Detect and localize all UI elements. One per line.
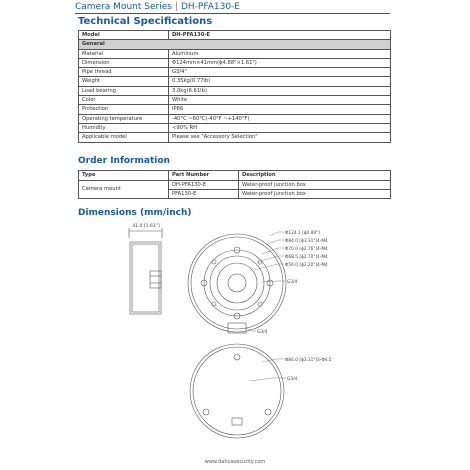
footer-url: www.dahuasecurity.com: [204, 459, 266, 465]
outer-ring-inner: [191, 237, 283, 329]
order-part: DH-PFA130-E: [169, 180, 239, 189]
bottom-screw-hole: [234, 354, 240, 360]
bottom-view-drawing: [190, 344, 284, 438]
spec-value: Φ124mm×41mm(ϕ4.88"×1.61"): [169, 58, 391, 67]
spec-value: Aluminum: [169, 49, 391, 58]
spec-value: <90% RH: [169, 123, 391, 132]
spec-model-value: DH-PFA130-E: [169, 31, 391, 40]
spec-value: -40°C ~60°C(-40°F ~+140°F): [169, 114, 391, 123]
leader-line: [270, 232, 284, 236]
order-type: Camera mount: [79, 180, 169, 199]
side-thread-port: [150, 271, 161, 288]
order-part: PFA130-E: [169, 189, 239, 198]
outer-ring: [188, 234, 286, 332]
callout-label: Φ68.5 [ϕ2.70"]4-M4: [285, 255, 328, 260]
section-title-specs: Technical Specifications: [78, 16, 213, 27]
bottom-thread-label: G3/4: [287, 377, 298, 382]
bottom-thread-port: [232, 418, 242, 425]
screw-hole: [258, 302, 262, 306]
leader-line: [250, 378, 286, 381]
inner-ring: [210, 256, 264, 310]
front-callouts: [257, 230, 328, 335]
spec-group-label: General: [79, 40, 391, 49]
spec-label: Protection: [79, 105, 169, 114]
spec-label: Weight: [79, 77, 169, 86]
screw-hole: [212, 302, 216, 306]
leader-line: [266, 240, 284, 245]
order-description: Water-proof junction box: [239, 189, 391, 198]
series-name: Camera Mount Series: [75, 2, 172, 12]
callout-label: Φ70.0 [ϕ2.76"]4-M4: [285, 247, 328, 252]
leader-line: [262, 248, 284, 254]
spec-value: 3.0kg(6.61lb): [169, 86, 391, 95]
order-description: Water-proof junction box: [239, 180, 391, 189]
spec-model-label: Model: [79, 31, 169, 40]
bottom-screw-hole: [203, 409, 209, 415]
spec-label: Material: [79, 49, 169, 58]
header-separator: |: [174, 2, 178, 12]
spec-label: Humidity: [79, 123, 169, 132]
front-view-drawing: [188, 234, 286, 333]
center-ring: [217, 263, 257, 303]
spec-label: Pipe thread: [79, 68, 169, 77]
order-header-part: Part Number: [169, 171, 239, 181]
header-model: DH-PFA130-E: [180, 2, 240, 12]
callout-label: Φ124.1 [ϕ4.89"]: [285, 231, 320, 236]
bottom-screw-hole: [265, 409, 271, 415]
bottom-leader-lines: [250, 359, 286, 381]
spec-label: Color: [79, 96, 169, 105]
leader-line: [262, 281, 285, 282]
callout-label: Φ84.0 [ϕ3.31"]4-M4: [285, 239, 328, 244]
bottom-callouts: [285, 357, 332, 382]
spec-value: White: [169, 96, 391, 105]
side-width-label: 41.0 [1.61"]: [132, 224, 160, 229]
screw-hole: [212, 260, 216, 264]
thread-label: G3/4: [287, 280, 298, 285]
spec-value: IP66: [169, 105, 391, 114]
section-title-order: Order Information: [78, 156, 170, 166]
front-port-label: G3/4: [257, 330, 268, 335]
spec-value: 0.35kg(0.77lb): [169, 77, 391, 86]
bottom-outer-ring: [190, 344, 284, 438]
center-hole: [228, 274, 246, 292]
spec-value: G3/4": [169, 68, 391, 77]
order-header-description: Description: [239, 171, 391, 181]
order-header-type: Type: [79, 171, 169, 181]
spec-value: Please see "Accessory Selection": [169, 133, 391, 142]
section-title-dimensions: Dimensions (mm/inch): [78, 208, 192, 218]
spec-label: Dimension: [79, 58, 169, 67]
spec-label: Load bearing: [79, 86, 169, 95]
side-body-outline: [130, 242, 161, 314]
spec-label: Operating temperature: [79, 114, 169, 123]
side-body-inner: [132, 244, 159, 312]
bottom-callout-label: Φ84.0 [ϕ3.31"]3-Φ4.5: [285, 358, 332, 363]
side-view-drawing: [129, 228, 162, 314]
spec-label: Applicable model: [79, 133, 169, 142]
callout-label: Φ56.0 [ϕ2.20"]4-M4: [285, 263, 328, 268]
